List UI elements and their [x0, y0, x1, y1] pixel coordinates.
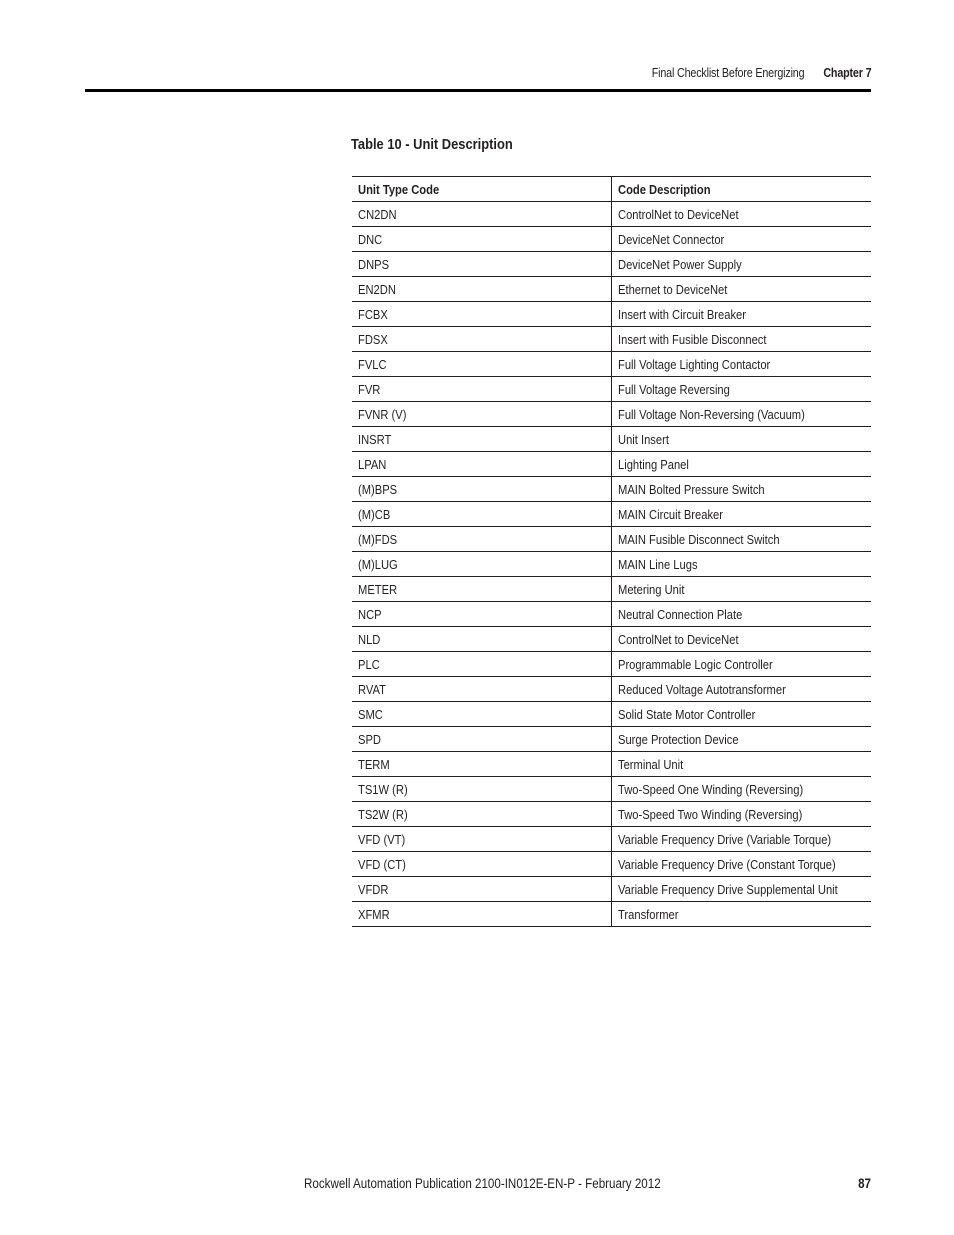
table-row [352, 877, 871, 902]
code-description-cell: Reduced Voltage Autotransformer [611, 677, 871, 702]
publication-footer: Rockwell Automation Publication 2100-IN012E-EN-P - February 2012 [304, 1176, 661, 1191]
code-description-cell: DeviceNet Connector [611, 227, 871, 252]
unit-type-code-cell: FVR [352, 377, 611, 402]
table-row [352, 577, 871, 602]
code-description-cell: Unit Insert [611, 427, 871, 452]
table-row [352, 652, 871, 677]
table-row [352, 752, 871, 777]
table-row [352, 202, 871, 227]
unit-type-code-cell: FVLC [352, 352, 611, 377]
table-row [352, 227, 871, 252]
unit-type-code-cell: VFD (VT) [352, 827, 611, 852]
table-row [352, 377, 871, 402]
code-description-cell: ControlNet to DeviceNet [611, 202, 871, 227]
code-description-cell: Terminal Unit [611, 752, 871, 777]
table-row [352, 427, 871, 452]
unit-type-code-cell: TS1W (R) [352, 777, 611, 802]
table-row [352, 777, 871, 802]
table-row [352, 602, 871, 627]
table-row [352, 302, 871, 327]
unit-type-code-cell: LPAN [352, 452, 611, 477]
page-header [651, 66, 871, 80]
table-header-row [352, 177, 871, 202]
unit-type-code-cell: (M)CB [352, 502, 611, 527]
table-row [352, 552, 871, 577]
unit-type-code-cell: TERM [352, 752, 611, 777]
table-row [352, 677, 871, 702]
code-description-cell: Solid State Motor Controller [611, 702, 871, 727]
header-rule [85, 89, 871, 92]
code-description-cell: Two-Speed Two Winding (Reversing) [611, 802, 871, 827]
table-row [352, 627, 871, 652]
unit-type-code-cell: SMC [352, 702, 611, 727]
table-row [352, 902, 871, 927]
code-description-cell: MAIN Line Lugs [611, 552, 871, 577]
unit-type-code-cell: CN2DN [352, 202, 611, 227]
column-header-code-description: Code Description [611, 177, 871, 202]
code-description-cell: Neutral Connection Plate [611, 602, 871, 627]
table-row [352, 727, 871, 752]
table-row [352, 327, 871, 352]
unit-type-code-cell: RVAT [352, 677, 611, 702]
unit-type-code-cell: VFD (CT) [352, 852, 611, 877]
table-row [352, 802, 871, 827]
unit-type-code-cell: METER [352, 577, 611, 602]
table-row [352, 477, 871, 502]
unit-type-code-cell: TS2W (R) [352, 802, 611, 827]
code-description-cell: MAIN Fusible Disconnect Switch [611, 527, 871, 552]
column-header-unit-type-code: Unit Type Code [352, 177, 611, 202]
unit-type-code-cell: XFMR [352, 902, 611, 927]
table-row [352, 402, 871, 427]
code-description-cell: Ethernet to DeviceNet [611, 277, 871, 302]
code-description-cell: Full Voltage Lighting Contactor [611, 352, 871, 377]
table-row [352, 527, 871, 552]
unit-type-code-cell: VFDR [352, 877, 611, 902]
code-description-cell: Programmable Logic Controller [611, 652, 871, 677]
table-row [352, 452, 871, 477]
code-description-cell: MAIN Bolted Pressure Switch [611, 477, 871, 502]
code-description-cell: Insert with Circuit Breaker [611, 302, 871, 327]
table-body [352, 202, 871, 927]
section-title: Final Checklist Before Energizing [651, 66, 805, 80]
unit-type-code-cell: FDSX [352, 327, 611, 352]
table-row [352, 252, 871, 277]
unit-type-code-cell: (M)BPS [352, 477, 611, 502]
unit-type-code-cell: NLD [352, 627, 611, 652]
unit-description-table [352, 176, 871, 927]
code-description-cell: Transformer [611, 902, 871, 927]
code-description-cell: Full Voltage Reversing [611, 377, 871, 402]
unit-type-code-cell: SPD [352, 727, 611, 752]
code-description-cell: MAIN Circuit Breaker [611, 502, 871, 527]
table-caption: Table 10 - Unit Description [351, 136, 513, 153]
table-row [352, 277, 871, 302]
code-description-cell: Full Voltage Non-Reversing (Vacuum) [611, 402, 871, 427]
code-description-cell: Metering Unit [611, 577, 871, 602]
code-description-cell: Variable Frequency Drive (Constant Torque) [611, 852, 871, 877]
code-description-cell: Variable Frequency Drive Supplemental Unit [611, 877, 871, 902]
unit-type-code-cell: DNC [352, 227, 611, 252]
unit-type-code-cell: INSRT [352, 427, 611, 452]
table-row [352, 502, 871, 527]
code-description-cell: ControlNet to DeviceNet [611, 627, 871, 652]
code-description-cell: DeviceNet Power Supply [611, 252, 871, 277]
table-row [352, 352, 871, 377]
code-description-cell: Variable Frequency Drive (Variable Torque) [611, 827, 871, 852]
table-row [352, 827, 871, 852]
code-description-cell: Lighting Panel [611, 452, 871, 477]
unit-type-code-cell: FVNR (V) [352, 402, 611, 427]
code-description-cell: Insert with Fusible Disconnect [611, 327, 871, 352]
unit-type-code-cell: NCP [352, 602, 611, 627]
unit-type-code-cell: (M)LUG [352, 552, 611, 577]
unit-type-code-cell: EN2DN [352, 277, 611, 302]
code-description-cell: Two-Speed One Winding (Reversing) [611, 777, 871, 802]
unit-type-code-cell: DNPS [352, 252, 611, 277]
unit-type-code-cell: PLC [352, 652, 611, 677]
code-description-cell: Surge Protection Device [611, 727, 871, 752]
table-row [352, 852, 871, 877]
table-row [352, 702, 871, 727]
unit-type-code-cell: (M)FDS [352, 527, 611, 552]
unit-type-code-cell: FCBX [352, 302, 611, 327]
page-number: 87 [858, 1176, 871, 1191]
chapter-label: Chapter 7 [822, 66, 871, 80]
